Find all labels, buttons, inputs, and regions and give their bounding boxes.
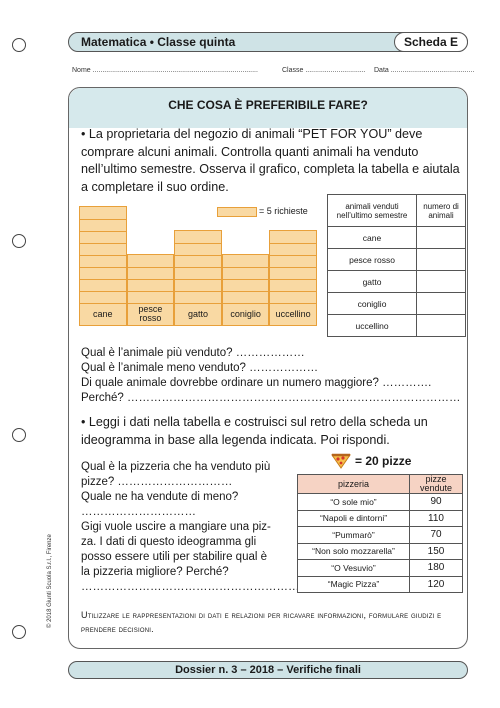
bar-unit-line — [80, 291, 126, 292]
table-row-label: gatto — [328, 271, 417, 293]
header-title: Matematica • Classe quinta — [81, 35, 236, 49]
question: Perché? …………………………………………………………………………… — [81, 392, 461, 404]
bar-unit-line — [80, 243, 126, 244]
table-row-label: cane — [328, 227, 417, 249]
legend-label: = 5 richieste — [259, 206, 308, 216]
bar-unit-line — [128, 291, 174, 292]
bar-unit-line — [270, 267, 316, 268]
bar-unit-line — [270, 243, 316, 244]
date-field[interactable]: Data ........................................... — [374, 67, 475, 74]
table-header: animali venduti nell’ultimo semestre — [328, 195, 417, 227]
category-label: cane — [93, 308, 113, 319]
sheet-label: Scheda E — [394, 32, 468, 52]
table-row-label: uccellino — [328, 315, 417, 337]
bar-unit-line — [175, 267, 221, 268]
category-label: uccellino — [275, 308, 311, 319]
table-row-label: coniglio — [328, 293, 417, 315]
intro-text-2: • Leggi i dati nella tabella e costruisci sul retro della scheda un ideogramma in base alla legenda indicata. Poi rispondi. — [81, 415, 428, 447]
question: ………………………………………………… — [81, 581, 300, 593]
bar-unit-line — [128, 267, 174, 268]
answer-cell[interactable] — [417, 271, 466, 293]
table-cell: “O sole mio” — [298, 494, 410, 511]
footer-note: Utilizzare le rappresentazioni di dati e relazioni per ricavare informazioni, formulare giudizi e prendere decisioni. — [81, 610, 442, 634]
bar-unit-line — [80, 255, 126, 256]
copyright: © 2018 Giunti Scuola S.r.l., Firenze — [47, 534, 53, 628]
answer-cell[interactable] — [417, 249, 466, 271]
table-row-label: pesce rosso — [328, 249, 417, 271]
table-cell: 150 — [410, 543, 463, 560]
question: Qual è l’animale più venduto? ……………… — [81, 347, 305, 359]
table-cell: “O Vesuvio” — [298, 560, 410, 577]
binder-hole — [12, 38, 26, 52]
binder-hole — [12, 625, 26, 639]
bar-unit-line — [175, 243, 221, 244]
bar-unit-line — [223, 291, 269, 292]
binder-hole — [12, 234, 26, 248]
answer-cell[interactable] — [417, 315, 466, 337]
name-field[interactable]: Nome ..................................................................................... — [72, 67, 258, 74]
table-cell: 180 — [410, 560, 463, 577]
pizza-legend: = 20 pizze — [355, 454, 412, 468]
table-header: pizzeria — [298, 475, 410, 494]
bar-unit-line — [175, 255, 221, 256]
header-bar — [68, 32, 468, 52]
bar-chart — [79, 196, 317, 326]
question: ………………………… — [81, 506, 196, 518]
bar-unit-line — [270, 279, 316, 280]
question: Quale ne ha vendute di meno? — [81, 491, 239, 503]
bar-unit-line — [270, 291, 316, 292]
category-label: gatto — [187, 308, 208, 319]
table-cell: “Magic Pizza” — [298, 576, 410, 593]
category-label: pesce rosso — [138, 304, 163, 323]
intro-text: • La proprietaria del negozio di animali “PET FOR YOU” deve comprare alcuni animali. Controlla quanti animali ha venduto nell’ultimo semestre. Osserva il grafico, completa la tabella e aiutala a completare il suo ordine. — [81, 127, 460, 194]
bar-unit-line — [223, 279, 269, 280]
page-title: CHE COSA È PREFERIBILE FARE? — [168, 98, 368, 112]
question: Di quale animale dovrebbe ordinare un numero maggiore? …………. — [81, 377, 432, 389]
bar-unit-line — [175, 291, 221, 292]
table-cell: “Napoli e dintorni” — [298, 510, 410, 527]
bar-unit-line — [270, 255, 316, 256]
table-cell: 90 — [410, 494, 463, 511]
bar-unit-line — [80, 279, 126, 280]
bar-unit-line — [80, 267, 126, 268]
table-cell: “Non solo mozzarella” — [298, 543, 410, 560]
bar-unit-line — [223, 267, 269, 268]
question: posso essere utili per stabilire qual è — [81, 551, 268, 563]
question: Qual è la pizzeria che ha venduto più — [81, 461, 271, 473]
question: Gigi vuole uscire a mangiare una piz- — [81, 521, 271, 533]
table-cell: 70 — [410, 527, 463, 544]
footer-bar: Dossier n. 3 – 2018 – Verifiche finali — [68, 661, 468, 679]
answer-cell[interactable] — [417, 293, 466, 315]
table-header: pizze vendute — [410, 475, 463, 494]
bar-unit-line — [80, 219, 126, 220]
class-field[interactable]: Classe ............................... — [282, 67, 366, 74]
animals-table — [327, 194, 466, 337]
question: pizze? ………………………… — [81, 476, 233, 488]
answer-cell[interactable] — [417, 227, 466, 249]
question: la pizzeria migliore? Perché? — [81, 566, 229, 578]
question: Qual è l’animale meno venduto? ……………… — [81, 362, 319, 374]
category-label: coniglio — [230, 308, 261, 319]
bar-unit-line — [128, 279, 174, 280]
pizza-icon — [331, 453, 351, 469]
table-cell: “Pummarò” — [298, 527, 410, 544]
table-cell: 110 — [410, 510, 463, 527]
table-cell: 120 — [410, 576, 463, 593]
pizzeria-table — [297, 474, 463, 593]
exercise-panel — [68, 87, 468, 649]
binder-hole — [12, 428, 26, 442]
table-header: numero di animali — [417, 195, 466, 227]
bar-unit-line — [80, 231, 126, 232]
bar-unit-line — [175, 279, 221, 280]
question: za. I dati di questo ideogramma gli — [81, 536, 257, 548]
